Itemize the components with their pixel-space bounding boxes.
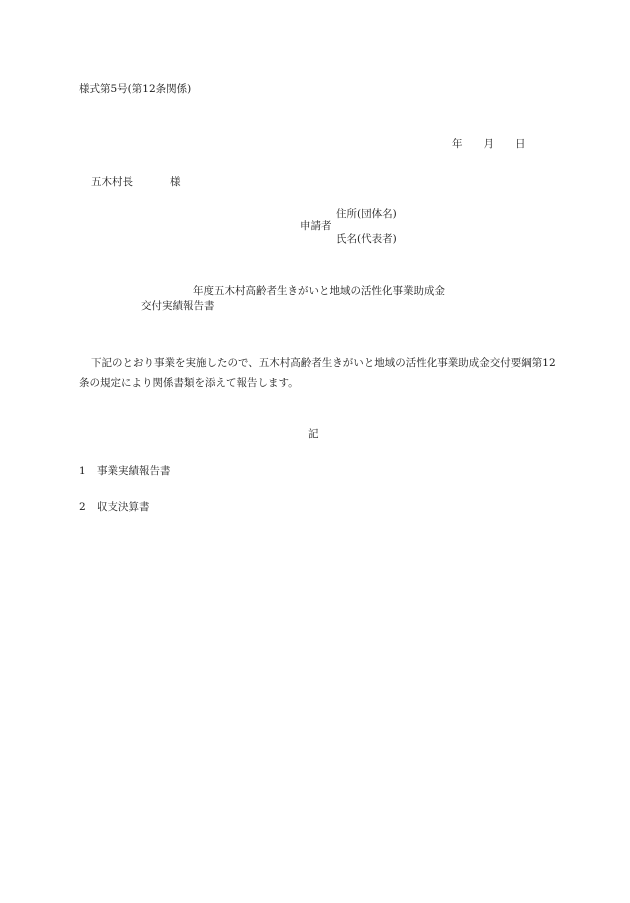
form-number-label: 様式第5号(第12条関係)	[79, 83, 192, 95]
list-item	[79, 466, 171, 477]
body-paragraph	[79, 353, 559, 393]
ki-heading: 記	[308, 428, 319, 440]
date-year: 年	[452, 138, 463, 150]
addressee-name: 五木村長	[91, 176, 133, 188]
applicant-label: 申請者	[300, 220, 332, 232]
date-month: 月	[483, 138, 494, 150]
applicant-block	[300, 209, 440, 249]
document-title-line1: 年度五木村高齢者生きがいと地域の活性化事業助成金	[193, 285, 445, 297]
date-line	[452, 139, 526, 150]
applicant-name-label: 氏名(代表者)	[336, 233, 397, 245]
addressee-honorific: 様	[170, 176, 181, 188]
body-text: 下記のとおり事業を実施したので、五木村高齢者生きがいと地域の活性化事業助成金交付要綱第12条の規定により関係書類を添えて報告します。	[79, 357, 556, 389]
list-item-number: 2	[79, 501, 86, 513]
list-item-label: 事業実績報告書	[97, 465, 171, 477]
applicant-address-label: 住所(団体名)	[336, 208, 397, 220]
addressee	[91, 177, 181, 188]
list-item-number: 1	[79, 465, 86, 477]
document-title-line2: 交付実績報告書	[141, 300, 215, 312]
list-item-label: 収支決算書	[97, 501, 150, 513]
date-day: 日	[515, 138, 526, 150]
list-item	[79, 502, 150, 513]
